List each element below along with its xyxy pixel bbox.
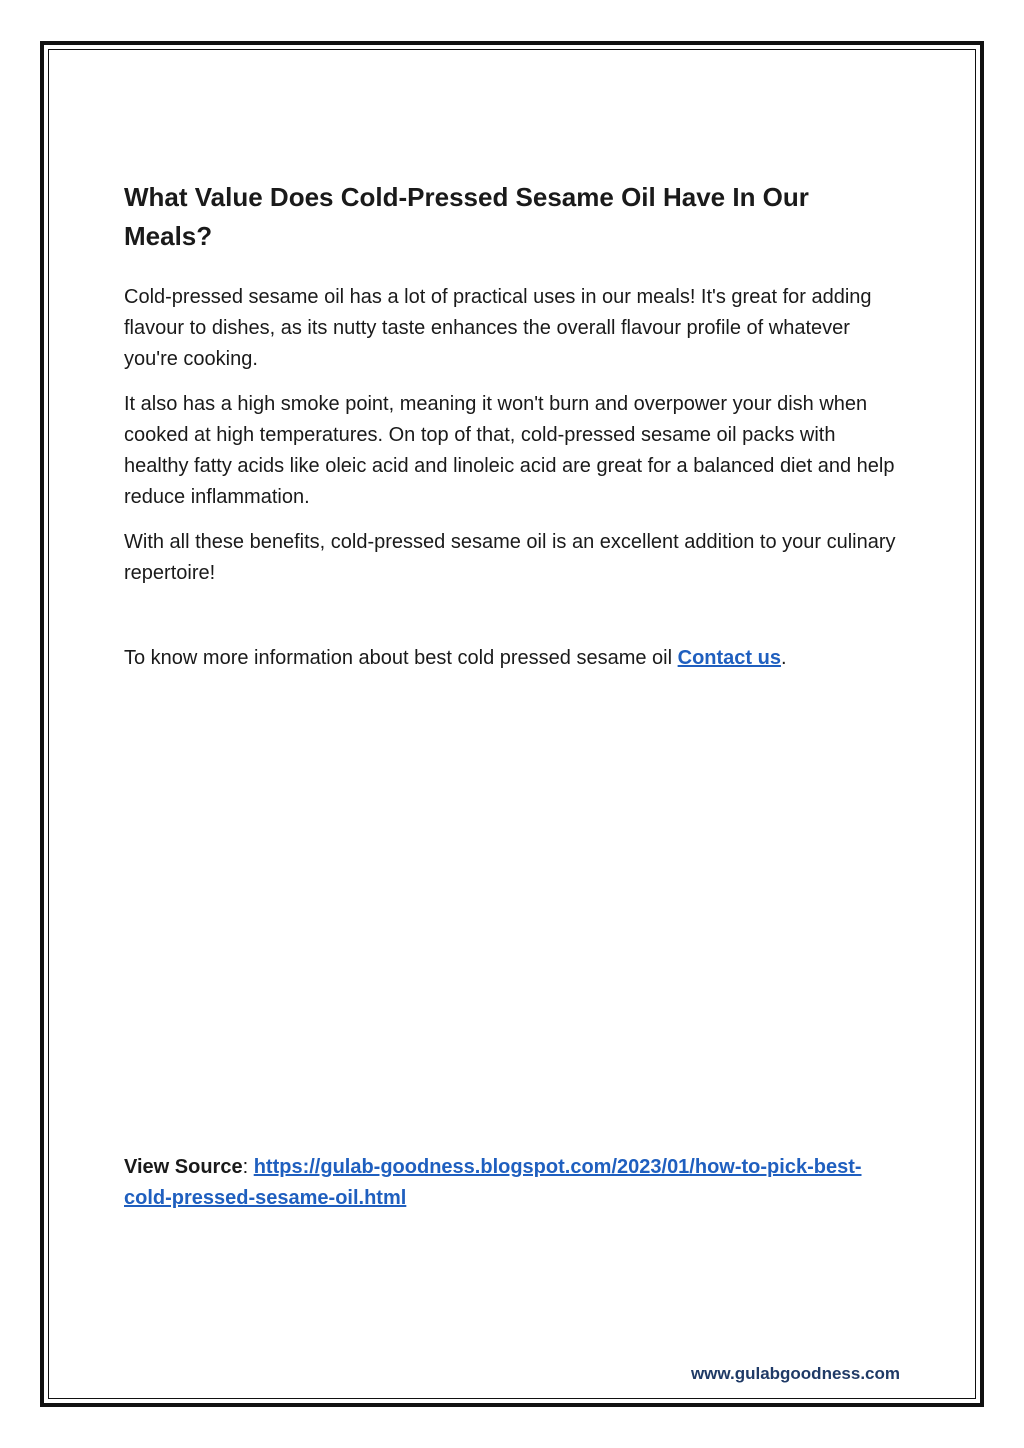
article-body [124, 178, 904, 674]
view-source-separator: : [242, 1156, 254, 1178]
contact-line [124, 643, 904, 674]
view-source-label: View Source [124, 1156, 243, 1178]
contact-suffix: . [780, 647, 787, 669]
view-source-line [124, 1152, 904, 1214]
article-paragraph-1: Cold-pressed sesame oil has a lot of practical uses in our meals! It's great for adding flavour to dishes, as its nutty taste enhances the overall flavour profile of whatever you're cooking. [124, 286, 872, 370]
footer-website: www.gulabgoodness.com [690, 1364, 900, 1383]
article-title: What Value Does Cold-Pressed Sesame Oil Have In Our Meals? [124, 182, 809, 251]
contact-us-link[interactable]: Contact us [677, 647, 781, 669]
source-url-link[interactable]: https://gulab-goodness.blogspot.com/2023/01/how-to-pick-best-cold-pressed-sesame-oil.html [124, 1156, 862, 1209]
contact-prefix: To know more information about best cold pressed sesame oil [124, 647, 678, 669]
article-paragraph-3: With all these benefits, cold-pressed sesame oil is an excellent addition to your culinary repertoire! [124, 531, 896, 584]
article-paragraph-2: It also has a high smoke point, meaning it won't burn and overpower your dish when cooked at high temperatures. On top of that, cold-pressed sesame oil packs with healthy fatty acids like oleic acid and linoleic acid are great for a balanced diet and help reduce inflammation. [124, 393, 895, 508]
